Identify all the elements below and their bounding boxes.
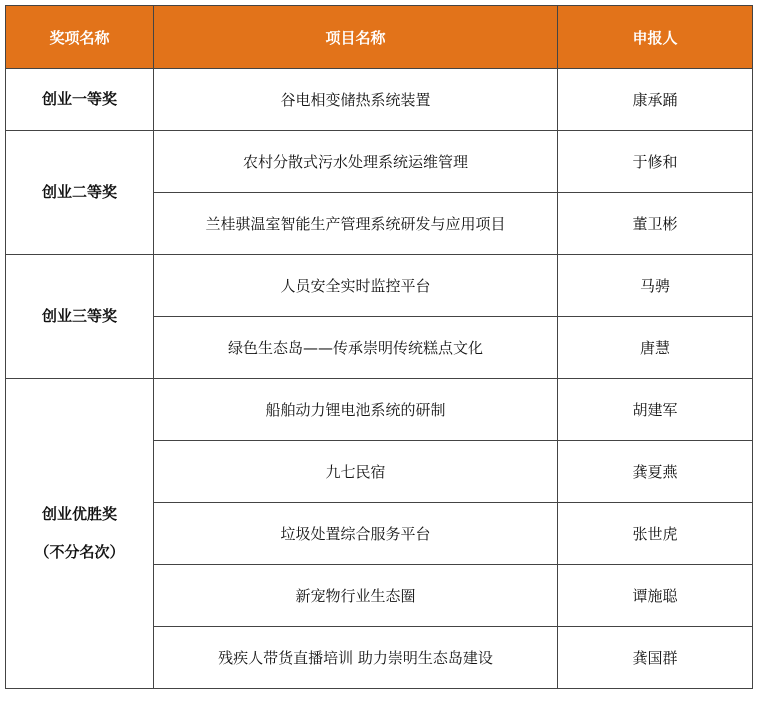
table-row: [6, 379, 753, 441]
header-row: [6, 6, 753, 69]
header-award-name: 奖项名称: [6, 6, 154, 69]
awards-table: [5, 5, 753, 689]
award-third-prize: 创业三等奖: [6, 255, 154, 379]
project-name: 农村分散式污水处理系统运维管理: [154, 131, 558, 193]
applicant-name: 张世虎: [558, 503, 753, 565]
applicant-name: 马骋: [558, 255, 753, 317]
header-applicant: 申报人: [558, 6, 753, 69]
project-name: 谷电相变储热系统装置: [154, 69, 558, 131]
project-name: 垃圾处置综合服务平台: [154, 503, 558, 565]
table-row: [6, 69, 753, 131]
award-merit-prize-note: （不分名次）: [34, 542, 125, 561]
award-second-prize: 创业二等奖: [6, 131, 154, 255]
project-name: 绿色生态岛——传承崇明传统糕点文化: [154, 317, 558, 379]
project-name: 船舶动力锂电池系统的研制: [154, 379, 558, 441]
table-row: [6, 255, 753, 317]
applicant-name: 唐慧: [558, 317, 753, 379]
project-name: 残疾人带货直播培训 助力崇明生态岛建设: [154, 627, 558, 689]
project-name: 新宠物行业生态圈: [154, 565, 558, 627]
project-name: 九七民宿: [154, 441, 558, 503]
applicant-name: 胡建军: [558, 379, 753, 441]
applicant-name: 龚夏燕: [558, 441, 753, 503]
applicant-name: 于修和: [558, 131, 753, 193]
applicant-name: 龚国群: [558, 627, 753, 689]
applicant-name: 董卫彬: [558, 193, 753, 255]
table-row: [6, 131, 753, 193]
header-project-name: 项目名称: [154, 6, 558, 69]
award-merit-prize: [6, 379, 154, 689]
award-first-prize: 创业一等奖: [6, 69, 154, 131]
applicant-name: 谭施聪: [558, 565, 753, 627]
project-name: 兰桂骐温室智能生产管理系统研发与应用项目: [154, 193, 558, 255]
award-merit-prize-name: 创业优胜奖: [41, 505, 117, 523]
project-name: 人员安全实时监控平台: [154, 255, 558, 317]
applicant-name: 康承踊: [558, 69, 753, 131]
